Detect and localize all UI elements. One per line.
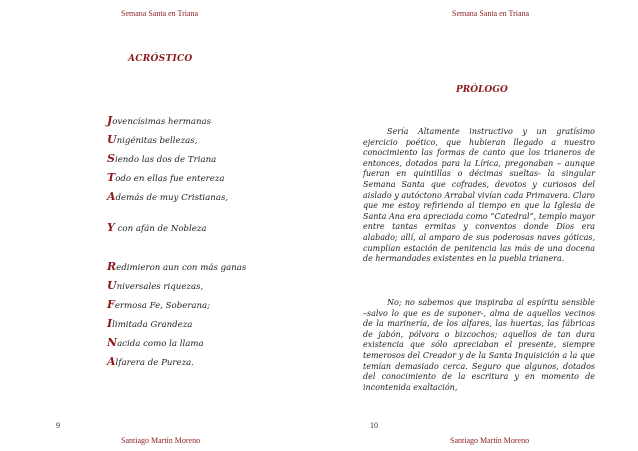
acrostic-line <box>107 336 204 349</box>
acrostic-line <box>107 317 192 330</box>
acrostic-initial: U <box>107 133 117 146</box>
acrostic-line <box>107 152 216 165</box>
prologue-paragraph-1: Sería Altamente instructivo y un gratísimo ejercicio poético, que hubieran llegado a nuestro conocimiento las formas de canto que los trianeros de entonces, dotados para la Lírica, pregonaban – aunque fueran en quintillas o décimas sueltas- la singular Semana Santa que cofrades, devotos y curiosos del aislado y autóctono Arrabal vivían cada Primavera. Claro que me estoy refiriendo al tiempo en que la Iglesia de Santa Ana era apreciada como “Catedral”, templo mayor entre tantas ermitas y conventos donde Dios era alabado; allí, al amparo de sus poderosas naves góticas, cumplían estación de penitencia las más de una docena de hermandades existentes en la puebla trianera. <box>363 127 595 264</box>
acrostic-line-text: acida como la llama <box>117 339 204 349</box>
acrostic-initial: N <box>107 336 118 349</box>
acrostic-title: ACRÓSTICO <box>128 54 193 64</box>
acrostic-initial: S <box>107 152 115 165</box>
acrostic-initial: Y <box>107 221 115 234</box>
acrostic-initial: A <box>107 355 116 368</box>
acrostic-initial: A <box>107 190 116 203</box>
acrostic-line-text: niversales riquezas, <box>116 282 204 292</box>
prologue-paragraph-2: No; no sabemos que inspiraba al espíritu sensible –salvo lo que es de suponer-, alma de aquellos vecinos de la marinería, de los alfares, las huertas, las fábricas de jabón, pólvora o bizcochos; aquellos de tan dura existencia que sólo apreciaban el presente, siempre temerosos del Creador y de la Santa Inquisición a la que temían demasiado cerca. Seguro que algunos, dotados del conocimiento de la escritura y en momento de incontenida exaltación, <box>363 298 595 392</box>
running-header: Semana Santa en Triana <box>452 9 530 18</box>
acrostic-line-text: nigénitas bellezas, <box>116 136 198 146</box>
acrostic-line-text: iendo las dos de Triana <box>114 155 217 165</box>
acrostic-line-text: odo en ellas fue entereza <box>115 174 225 184</box>
acrostic-initial: F <box>107 298 115 311</box>
acrostic-line <box>107 355 194 368</box>
acrostic-line-text: demás de muy Cristianas, <box>115 193 229 203</box>
prologue-title: PRÓLOGO <box>456 85 508 95</box>
running-header: Semana Santa en Triana <box>121 9 199 18</box>
acrostic-initial: U <box>107 279 117 292</box>
acrostic-line <box>107 171 225 184</box>
acrostic-line-text: ovencísimas hermanas <box>112 117 212 127</box>
running-footer: Santiago Martín Moreno <box>121 436 201 445</box>
page-number: 9 <box>56 421 60 430</box>
acrostic-initial: R <box>107 260 117 273</box>
acrostic-line <box>107 133 197 146</box>
acrostic-line <box>107 279 203 292</box>
acrostic-line-text: con afán de Nobleza <box>114 224 207 234</box>
acrostic-line <box>107 298 210 311</box>
page-number: 10 <box>370 421 378 430</box>
acrostic-line-text: edimieron aun con más ganas <box>116 263 247 273</box>
acrostic-initial: T <box>107 171 116 184</box>
acrostic-line-text: ermosa Fe, Soberana; <box>114 301 211 311</box>
acrostic-line-text: limitada Grandeza <box>112 320 193 330</box>
acrostic-line <box>107 190 228 203</box>
acrostic-line-text: lfarera de Pureza. <box>115 358 194 368</box>
running-footer: Santiago Martín Moreno <box>450 436 530 445</box>
acrostic-line <box>107 260 246 273</box>
acrostic-line <box>107 221 207 234</box>
acrostic-line <box>107 114 211 127</box>
right-page <box>319 0 638 451</box>
acrostic-initial: J <box>107 114 113 127</box>
acrostic-initial: I <box>107 317 113 330</box>
